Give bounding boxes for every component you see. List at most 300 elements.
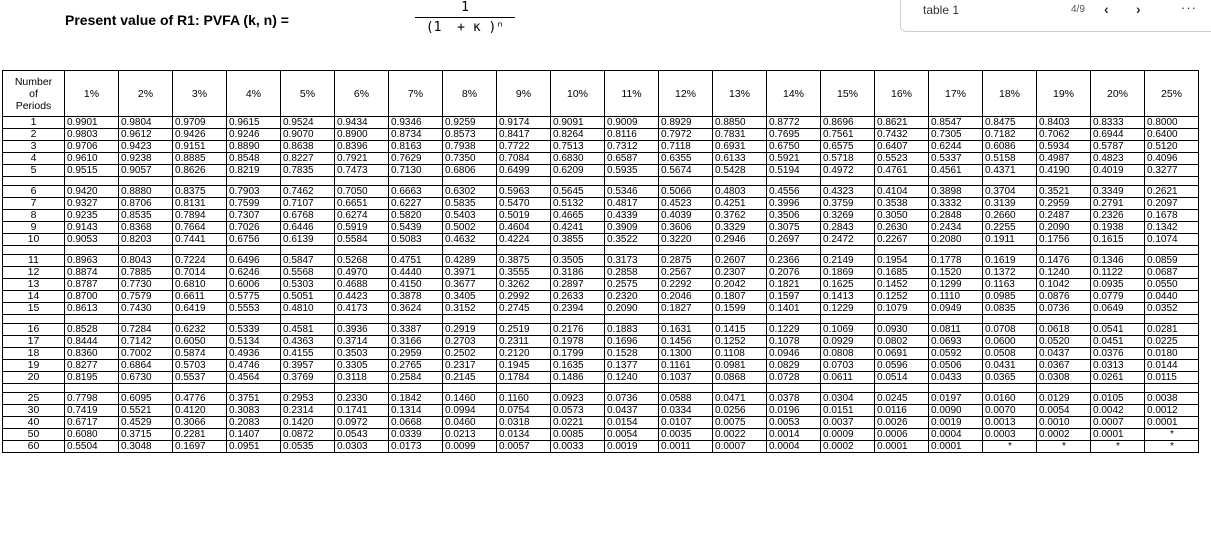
value-cell: 0.3139 <box>983 198 1037 210</box>
period-cell: 30 <box>3 405 65 417</box>
value-cell: 0.4371 <box>983 165 1037 177</box>
spacer-cell <box>1091 384 1145 393</box>
spacer-cell <box>335 177 389 186</box>
value-cell: 0.0002 <box>1037 429 1091 441</box>
value-cell: 0.1069 <box>821 324 875 336</box>
rate-column-header: 12% <box>659 71 713 117</box>
formula-numerator: 1 <box>461 0 469 15</box>
value-cell: 0.7835 <box>281 165 335 177</box>
value-cell: 0.2660 <box>983 210 1037 222</box>
value-cell: 0.0012 <box>1145 405 1199 417</box>
table-row <box>3 153 1199 165</box>
value-cell: 0.4823 <box>1091 153 1145 165</box>
value-cell: 0.0535 <box>281 441 335 453</box>
value-cell: 0.7026 <box>227 222 281 234</box>
fraction-bar <box>415 17 515 18</box>
spacer-cell <box>497 384 551 393</box>
value-cell: 0.2076 <box>767 267 821 279</box>
spacer-cell <box>1145 246 1199 255</box>
spacer-cell <box>983 315 1037 324</box>
value-cell: 0.6232 <box>173 324 227 336</box>
group-spacer-row <box>3 246 1199 255</box>
value-cell: 0.1074 <box>1145 234 1199 246</box>
table-row <box>3 279 1199 291</box>
spacer-cell <box>767 384 821 393</box>
table-row <box>3 441 1199 453</box>
spacer-cell <box>281 384 335 393</box>
spacer-cell <box>983 177 1037 186</box>
value-cell: 0.2314 <box>281 405 335 417</box>
value-cell: 0.6756 <box>227 234 281 246</box>
spacer-cell <box>227 177 281 186</box>
value-cell: 0.1401 <box>767 303 821 315</box>
value-cell: 0.0872 <box>281 429 335 441</box>
value-cell: 0.0057 <box>497 441 551 453</box>
period-cell: 50 <box>3 429 65 441</box>
value-cell: 0.2843 <box>821 222 875 234</box>
value-cell: 0.4241 <box>551 222 605 234</box>
value-cell: 0.0935 <box>1091 279 1145 291</box>
value-cell: 0.7050 <box>335 186 389 198</box>
value-cell: 0.0196 <box>767 405 821 417</box>
value-cell: 0.6400 <box>1145 129 1199 141</box>
spacer-cell <box>821 315 875 324</box>
value-cell: 0.5847 <box>281 255 335 267</box>
value-cell: 0.1597 <box>767 291 821 303</box>
value-cell: 0.5346 <box>605 186 659 198</box>
value-cell: 0.0728 <box>767 372 821 384</box>
value-cell: 0.5439 <box>389 222 443 234</box>
value-cell: 0.0004 <box>929 429 983 441</box>
value-cell: 0.2567 <box>659 267 713 279</box>
value-cell: 0.3506 <box>767 210 821 222</box>
value-cell: 0.0508 <box>983 348 1037 360</box>
value-cell: 0.0573 <box>551 405 605 417</box>
value-cell: 0.0053 <box>767 417 821 429</box>
value-cell: 0.0981 <box>713 360 767 372</box>
value-cell: 0.3332 <box>929 198 983 210</box>
value-cell: 0.4972 <box>821 165 875 177</box>
value-cell: 0.0376 <box>1091 348 1145 360</box>
value-cell: 0.0829 <box>767 360 821 372</box>
value-cell: 0.2765 <box>389 360 443 372</box>
value-cell: 0.0085 <box>551 429 605 441</box>
value-cell: 0.6496 <box>227 255 281 267</box>
value-cell: 0.3050 <box>875 210 929 222</box>
value-cell: 0.7579 <box>119 291 173 303</box>
value-cell: 0.0543 <box>335 429 389 441</box>
value-cell: 0.4104 <box>875 186 929 198</box>
rate-column-header: 14% <box>767 71 821 117</box>
rate-column-header: 3% <box>173 71 227 117</box>
value-cell: 0.8368 <box>119 222 173 234</box>
value-cell: 0.0471 <box>713 393 767 405</box>
value-cell: 0.2703 <box>443 336 497 348</box>
value-cell: 0.3405 <box>443 291 497 303</box>
value-cell: * <box>1145 441 1199 453</box>
value-cell: 0.1108 <box>713 348 767 360</box>
spacer-cell <box>173 384 227 393</box>
value-cell: 0.0949 <box>929 303 983 315</box>
value-cell: 0.8417 <box>497 129 551 141</box>
spacer-cell <box>497 177 551 186</box>
rate-column-header: 18% <box>983 71 1037 117</box>
value-cell: 0.2897 <box>551 279 605 291</box>
spacer-cell <box>389 315 443 324</box>
value-cell: 0.3996 <box>767 198 821 210</box>
value-cell: 0.7695 <box>767 129 821 141</box>
value-cell: 0.8444 <box>65 336 119 348</box>
spacer-cell <box>281 315 335 324</box>
value-cell: 0.7441 <box>173 234 227 246</box>
value-cell: 0.7894 <box>173 210 227 222</box>
table-body <box>3 117 1199 453</box>
value-cell: 0.0019 <box>605 441 659 453</box>
value-cell: 0.9803 <box>65 129 119 141</box>
value-cell: * <box>1037 441 1091 453</box>
value-cell: 0.7885 <box>119 267 173 279</box>
value-cell: 0.8396 <box>335 141 389 153</box>
value-cell: 0.7629 <box>389 153 443 165</box>
table-row <box>3 222 1199 234</box>
spacer-cell <box>875 246 929 255</box>
value-cell: 0.1599 <box>713 303 767 315</box>
value-cell: 0.3048 <box>119 441 173 453</box>
value-cell: 0.1635 <box>551 360 605 372</box>
value-cell: 0.0011 <box>659 441 713 453</box>
spacer-cell <box>875 177 929 186</box>
table-row <box>3 360 1199 372</box>
value-cell: 0.7107 <box>281 198 335 210</box>
value-cell: 0.7084 <box>497 153 551 165</box>
period-cell: 3 <box>3 141 65 153</box>
value-cell: 0.6806 <box>443 165 497 177</box>
value-cell: 0.0003 <box>983 429 1037 441</box>
value-cell: 0.0033 <box>551 441 605 453</box>
value-cell: 0.1122 <box>1091 267 1145 279</box>
value-cell: 0.1240 <box>1037 267 1091 279</box>
value-cell: 0.6750 <box>767 141 821 153</box>
value-cell: 0.7118 <box>659 141 713 153</box>
spacer-cell <box>227 315 281 324</box>
value-cell: 0.5523 <box>875 153 929 165</box>
group-spacer-row <box>3 384 1199 393</box>
value-cell: 0.2097 <box>1145 198 1199 210</box>
value-cell: 0.7513 <box>551 141 605 153</box>
spacer-cell <box>767 177 821 186</box>
value-cell: 0.4173 <box>335 303 389 315</box>
spacer-cell <box>821 246 875 255</box>
value-cell: 0.7938 <box>443 141 497 153</box>
value-cell: 0.1778 <box>929 255 983 267</box>
rate-column-header: 4% <box>227 71 281 117</box>
value-cell: 0.8787 <box>65 279 119 291</box>
value-cell: 0.2575 <box>605 279 659 291</box>
period-cell: 15 <box>3 303 65 315</box>
value-cell: 0.1696 <box>605 336 659 348</box>
value-cell: 0.3704 <box>983 186 1037 198</box>
value-cell: 0.8880 <box>119 186 173 198</box>
value-cell: 0.4363 <box>281 336 335 348</box>
value-cell: 0.1342 <box>1145 222 1199 234</box>
value-cell: 0.5403 <box>443 210 497 222</box>
value-cell: 0.2959 <box>389 348 443 360</box>
value-cell: 0.1163 <box>983 279 1037 291</box>
value-cell: 0.7305 <box>929 129 983 141</box>
value-cell: 0.0876 <box>1037 291 1091 303</box>
value-cell: 0.5553 <box>227 303 281 315</box>
period-cell: 11 <box>3 255 65 267</box>
value-cell: 0.0070 <box>983 405 1037 417</box>
value-cell: 0.3522 <box>605 234 659 246</box>
value-cell: 0.3878 <box>389 291 443 303</box>
value-cell: 0.1407 <box>227 429 281 441</box>
value-cell: 0.0437 <box>1037 348 1091 360</box>
value-cell: 0.8929 <box>659 117 713 129</box>
value-cell: 0.5019 <box>497 210 551 222</box>
value-cell: 0.2046 <box>659 291 713 303</box>
period-cell: 17 <box>3 336 65 348</box>
value-cell: 0.8700 <box>65 291 119 303</box>
value-cell: 0.0010 <box>1037 417 1091 429</box>
spacer-cell <box>3 177 65 186</box>
value-cell: 0.7350 <box>443 153 497 165</box>
value-cell: 0.8227 <box>281 153 335 165</box>
value-cell: 0.7664 <box>173 222 227 234</box>
spacer-cell <box>3 384 65 393</box>
value-cell: 0.0352 <box>1145 303 1199 315</box>
value-cell: 0.5083 <box>389 234 443 246</box>
table-row <box>3 234 1199 246</box>
value-cell: 0.0313 <box>1091 360 1145 372</box>
value-cell: 0.1299 <box>929 279 983 291</box>
value-cell: 0.8475 <box>983 117 1037 129</box>
value-cell: 0.8000 <box>1145 117 1199 129</box>
value-cell: 0.6095 <box>119 393 173 405</box>
value-cell: 0.5504 <box>65 441 119 453</box>
value-cell: 0.3898 <box>929 186 983 198</box>
periods-column-header: Number of Periods <box>3 71 65 117</box>
spacer-cell <box>281 177 335 186</box>
value-cell: 0.4155 <box>281 348 335 360</box>
value-cell: 0.6407 <box>875 141 929 153</box>
rate-column-header: 25% <box>1145 71 1199 117</box>
value-cell: 0.4803 <box>713 186 767 198</box>
value-cell: 0.5120 <box>1145 141 1199 153</box>
value-cell: 0.5521 <box>119 405 173 417</box>
value-cell: 0.0197 <box>929 393 983 405</box>
value-cell: 0.6302 <box>443 186 497 198</box>
value-cell: 0.3075 <box>767 222 821 234</box>
value-cell: 0.5935 <box>605 165 659 177</box>
value-cell: 0.1037 <box>659 372 713 384</box>
value-cell: 0.3186 <box>551 267 605 279</box>
value-cell: 0.1883 <box>605 324 659 336</box>
value-cell: 0.2434 <box>929 222 983 234</box>
value-cell: 0.8890 <box>227 141 281 153</box>
table-row <box>3 117 1199 129</box>
value-cell: 0.0431 <box>983 360 1037 372</box>
value-cell: 0.9426 <box>173 129 227 141</box>
value-cell: 0.0129 <box>1037 393 1091 405</box>
value-cell: 0.3751 <box>227 393 281 405</box>
rate-column-header: 1% <box>65 71 119 117</box>
value-cell: 0.0303 <box>335 441 389 453</box>
value-cell: 0.7182 <box>983 129 1037 141</box>
value-cell: 0.1078 <box>767 336 821 348</box>
value-cell: 0.7831 <box>713 129 767 141</box>
value-cell: 0.3769 <box>281 372 335 384</box>
value-cell: 0.5674 <box>659 165 713 177</box>
spacer-cell <box>713 177 767 186</box>
value-cell: 0.5428 <box>713 165 767 177</box>
spacer-cell <box>173 177 227 186</box>
value-cell: 0.4556 <box>767 186 821 198</box>
table-row <box>3 129 1199 141</box>
spacer-cell <box>1037 384 1091 393</box>
value-cell: 0.8547 <box>929 117 983 129</box>
spacer-cell <box>1145 315 1199 324</box>
value-cell: 0.3329 <box>713 222 767 234</box>
value-cell: 0.8277 <box>65 360 119 372</box>
value-cell: 0.2255 <box>983 222 1037 234</box>
value-cell: 0.0026 <box>875 417 929 429</box>
value-cell: 0.3387 <box>389 324 443 336</box>
value-cell: 0.2149 <box>821 255 875 267</box>
value-cell: 0.0318 <box>497 417 551 429</box>
previous-page-icon[interactable]: ‹ <box>1104 1 1109 17</box>
value-cell: 0.5339 <box>227 324 281 336</box>
value-cell: 0.8613 <box>65 303 119 315</box>
value-cell: 0.1413 <box>821 291 875 303</box>
value-cell: 0.3875 <box>497 255 551 267</box>
value-cell: 0.0116 <box>875 405 929 417</box>
value-cell: 0.0600 <box>983 336 1037 348</box>
spacer-cell <box>929 315 983 324</box>
value-cell: 0.6830 <box>551 153 605 165</box>
value-cell: 0.9246 <box>227 129 281 141</box>
spacer-cell <box>875 384 929 393</box>
value-cell: 0.0618 <box>1037 324 1091 336</box>
value-cell: 0.1869 <box>821 267 875 279</box>
next-page-icon[interactable]: › <box>1136 1 1141 17</box>
value-cell: * <box>1091 441 1145 453</box>
value-cell: 0.9151 <box>173 141 227 153</box>
value-cell: 0.3714 <box>335 336 389 348</box>
value-cell: 0.0378 <box>767 393 821 405</box>
table-row <box>3 405 1199 417</box>
period-cell: 19 <box>3 360 65 372</box>
table-row <box>3 348 1199 360</box>
value-cell: 0.5835 <box>443 198 497 210</box>
value-cell: 0.0835 <box>983 303 1037 315</box>
value-cell: 0.2042 <box>713 279 767 291</box>
spacer-cell <box>497 315 551 324</box>
value-cell: 0.0506 <box>929 360 983 372</box>
spacer-cell <box>119 246 173 255</box>
value-cell: 0.1229 <box>767 324 821 336</box>
value-cell: 0.0054 <box>1037 405 1091 417</box>
table-row <box>3 267 1199 279</box>
value-cell: 0.5584 <box>335 234 389 246</box>
value-cell: 0.1042 <box>1037 279 1091 291</box>
value-cell: 0.1807 <box>713 291 767 303</box>
value-cell: 0.2697 <box>767 234 821 246</box>
value-cell: 0.1079 <box>875 303 929 315</box>
value-cell: 0.6864 <box>119 360 173 372</box>
group-spacer-row <box>3 315 1199 324</box>
value-cell: 0.8706 <box>119 198 173 210</box>
period-cell: 7 <box>3 198 65 210</box>
more-options-icon[interactable]: ··· <box>1181 0 1197 15</box>
value-cell: 0.0007 <box>1091 417 1145 429</box>
value-cell: 0.3349 <box>1091 186 1145 198</box>
value-cell: 0.2502 <box>443 348 497 360</box>
value-cell: 0.2090 <box>605 303 659 315</box>
value-cell: 0.0037 <box>821 417 875 429</box>
spacer-cell <box>713 384 767 393</box>
value-cell: 0.7903 <box>227 186 281 198</box>
spacer-cell <box>983 384 1037 393</box>
period-cell: 40 <box>3 417 65 429</box>
value-cell: 0.9420 <box>65 186 119 198</box>
value-cell: 0.0596 <box>875 360 929 372</box>
value-cell: 0.0281 <box>1145 324 1199 336</box>
value-cell: 0.4810 <box>281 303 335 315</box>
value-cell: 0.8131 <box>173 198 227 210</box>
value-cell: 0.2326 <box>1091 210 1145 222</box>
value-cell: 0.1619 <box>983 255 1037 267</box>
value-cell: 0.7284 <box>119 324 173 336</box>
document-viewer-toolbar <box>900 0 1211 32</box>
value-cell: 0.9706 <box>65 141 119 153</box>
period-cell: 4 <box>3 153 65 165</box>
value-cell: 0.0859 <box>1145 255 1199 267</box>
value-cell: 0.5787 <box>1091 141 1145 153</box>
value-cell: 0.4987 <box>1037 153 1091 165</box>
table-row <box>3 336 1199 348</box>
value-cell: 0.8772 <box>767 117 821 129</box>
value-cell: 0.1252 <box>713 336 767 348</box>
value-cell: 0.6080 <box>65 429 119 441</box>
period-cell: 8 <box>3 210 65 222</box>
value-cell: 0.7599 <box>227 198 281 210</box>
value-cell: 0.0261 <box>1091 372 1145 384</box>
value-cell: 0.0929 <box>821 336 875 348</box>
value-cell: 0.4817 <box>605 198 659 210</box>
value-cell: 0.8885 <box>173 153 227 165</box>
value-cell: 0.3277 <box>1145 165 1199 177</box>
value-cell: 0.0779 <box>1091 291 1145 303</box>
value-cell: 0.0592 <box>929 348 983 360</box>
spacer-cell <box>659 384 713 393</box>
value-cell: 0.0703 <box>821 360 875 372</box>
value-cell: 0.8360 <box>65 348 119 360</box>
spacer-cell <box>227 384 281 393</box>
value-cell: 0.8195 <box>65 372 119 384</box>
value-cell: 0.1615 <box>1091 234 1145 246</box>
value-cell: 0.0649 <box>1091 303 1145 315</box>
spacer-cell <box>1091 177 1145 186</box>
value-cell: 0.1945 <box>497 360 551 372</box>
spacer-cell <box>551 177 605 186</box>
value-cell: 0.2472 <box>821 234 875 246</box>
value-cell: 0.7462 <box>281 186 335 198</box>
value-cell: 0.0090 <box>929 405 983 417</box>
value-cell: 0.0736 <box>605 393 659 405</box>
value-cell: 0.0668 <box>389 417 443 429</box>
value-cell: 0.3855 <box>551 234 605 246</box>
